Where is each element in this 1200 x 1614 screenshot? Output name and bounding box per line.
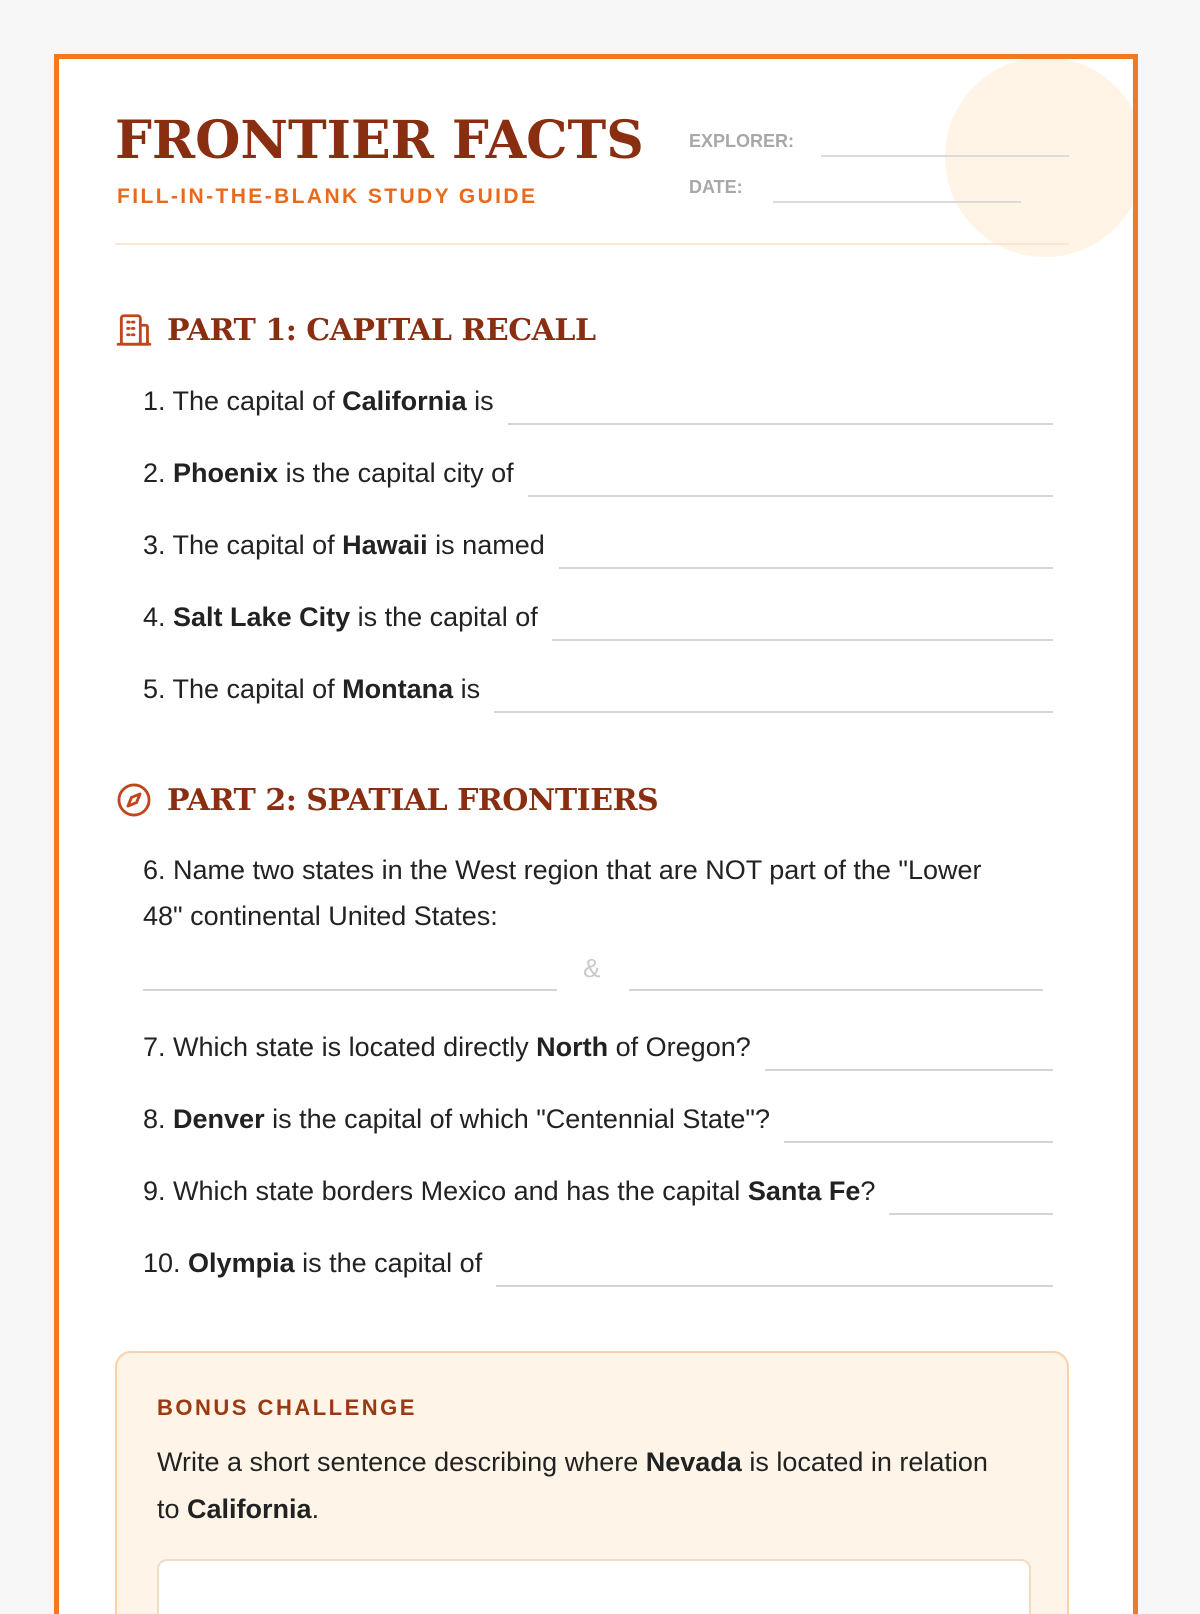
question-3 — [143, 527, 1053, 561]
building-icon — [115, 311, 153, 349]
part2-title: PART 2: SPATIAL FRONTIERS — [167, 782, 659, 818]
bonus-text-nevada: Nevada — [645, 1447, 742, 1477]
question-text — [143, 1104, 770, 1135]
question-text-post: is the capital of — [294, 1248, 483, 1278]
question-6: 6. Name two states in the West region that are NOT part of the "Lower 48" continental United States: — [143, 855, 982, 931]
question-text — [143, 1248, 482, 1279]
question-text — [143, 602, 538, 633]
question-8 — [143, 1101, 1053, 1135]
question-text-post: is — [466, 386, 494, 416]
question-text-pre: 7. Which state is located directly — [143, 1032, 537, 1062]
question-1 — [143, 383, 1053, 417]
answer-blank[interactable] — [494, 679, 1053, 713]
question-4 — [143, 599, 1053, 633]
answer-blank[interactable] — [496, 1253, 1053, 1287]
question-text-post: of Oregon? — [608, 1032, 751, 1062]
answer-blank[interactable] — [784, 1109, 1053, 1143]
bonus-text-pre: Write a short sentence describing where — [157, 1447, 646, 1477]
question-keyword: Phoenix — [173, 458, 279, 488]
answer-separator: & — [583, 953, 601, 983]
question-text-pre: 4. — [143, 602, 174, 632]
question-text-post: is the capital city of — [278, 458, 514, 488]
explorer-field[interactable] — [821, 155, 1069, 157]
answer-blank[interactable] — [765, 1037, 1053, 1071]
bonus-prompt — [157, 1439, 1017, 1533]
header-divider — [115, 243, 1069, 245]
answer-6a-blank[interactable] — [143, 989, 557, 991]
question-6-answers — [143, 953, 1069, 993]
part1-title: PART 1: CAPITAL RECALL — [167, 312, 596, 348]
bonus-text-mid: is located in relation to — [157, 1447, 988, 1524]
question-keyword: Montana — [342, 674, 454, 704]
date-field[interactable] — [773, 201, 1021, 203]
question-9 — [143, 1173, 1053, 1207]
part2-heading — [115, 781, 658, 819]
answer-blank[interactable] — [559, 535, 1053, 569]
page-subtitle: FILL-IN-THE-BLANK STUDY GUIDE — [117, 185, 538, 208]
bonus-challenge-box — [115, 1351, 1069, 1614]
question-text — [143, 530, 545, 561]
explorer-label: EXPLORER: — [689, 131, 795, 151]
question-text — [143, 674, 480, 705]
question-7 — [143, 1029, 1053, 1063]
question-10 — [143, 1245, 1053, 1279]
question-text-post: is — [453, 674, 481, 704]
question-text-post: is the capital of — [350, 602, 538, 632]
question-text — [143, 458, 514, 489]
question-text — [143, 1176, 875, 1207]
page-title: FRONTIER FACTS — [115, 110, 644, 171]
answer-blank[interactable] — [889, 1181, 1053, 1215]
question-text-post: is named — [427, 530, 545, 560]
question-keyword: Santa Fe — [747, 1176, 861, 1206]
answer-blank[interactable] — [552, 607, 1053, 641]
question-keyword: Denver — [173, 1104, 265, 1134]
question-keyword: North — [536, 1032, 609, 1062]
question-text-pre: 2. — [143, 458, 174, 488]
decorative-circle — [945, 57, 1138, 257]
bonus-text-post: . — [311, 1494, 320, 1524]
question-2 — [143, 455, 1053, 489]
question-text-post: is the capital of which "Centennial State"? — [264, 1104, 771, 1134]
bonus-title: BONUS CHALLENGE — [157, 1395, 417, 1420]
compass-icon — [115, 781, 153, 819]
question-text-pre: 9. Which state borders Mexico and has the capital — [143, 1176, 748, 1206]
question-text-post: ? — [860, 1176, 876, 1206]
bonus-answer-field[interactable] — [157, 1559, 1031, 1614]
bonus-text-california: California — [187, 1494, 312, 1524]
part1-heading — [115, 311, 596, 349]
question-keyword: Hawaii — [342, 530, 428, 560]
question-text-pre: 8. — [143, 1104, 174, 1134]
question-text-pre: 3. The capital of — [143, 530, 343, 560]
question-5 — [143, 671, 1053, 705]
answer-blank[interactable] — [528, 463, 1053, 497]
question-keyword: Salt Lake City — [173, 602, 351, 632]
question-text-pre: 10. — [143, 1248, 189, 1278]
question-text — [143, 1032, 751, 1063]
question-text — [143, 386, 494, 417]
answer-6b-blank[interactable] — [629, 989, 1043, 991]
question-text-pre: 5. The capital of — [143, 674, 343, 704]
date-label: DATE: — [689, 177, 743, 197]
question-keyword: Olympia — [188, 1248, 295, 1278]
worksheet — [54, 54, 1138, 1614]
answer-blank[interactable] — [508, 391, 1053, 425]
question-keyword: California — [342, 386, 467, 416]
question-text-pre: 1. The capital of — [143, 386, 343, 416]
